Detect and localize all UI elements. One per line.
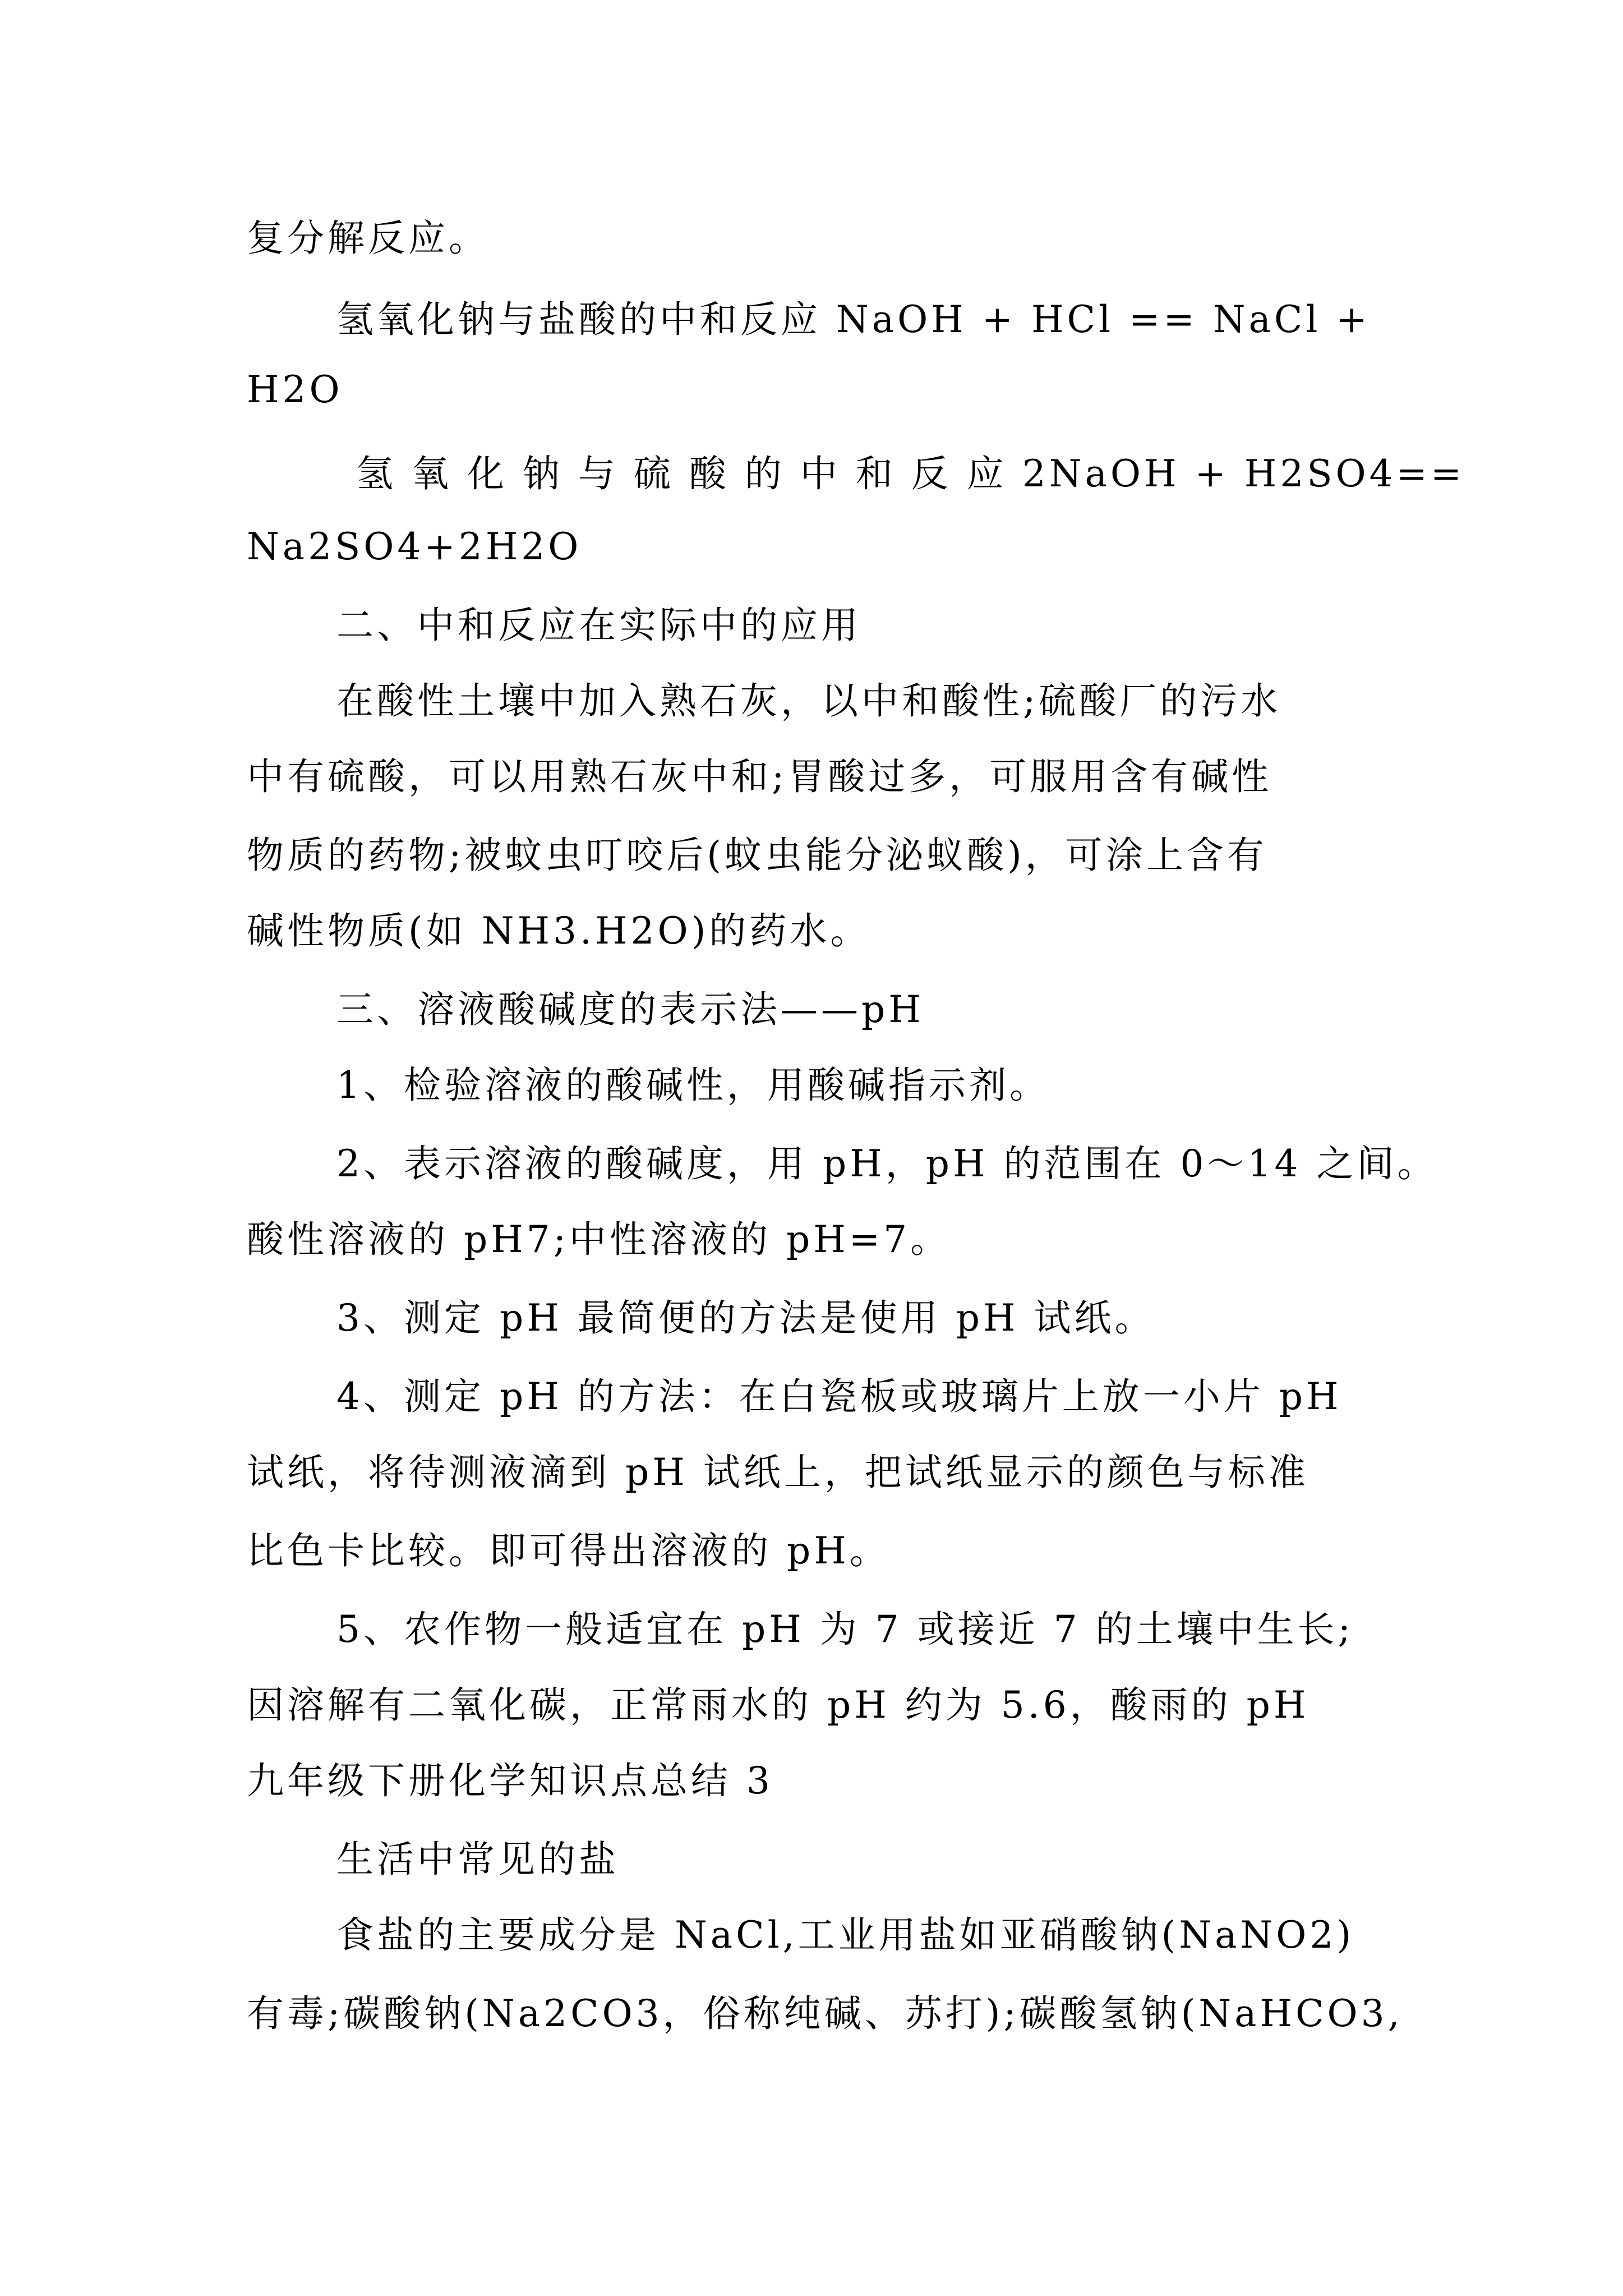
text-line-12: 1、检验溶液的酸碱性，用酸碱指示剂。 — [336, 1064, 1050, 1107]
document-section-title: 九年级下册化学知识点总结 3 — [247, 1759, 773, 1802]
text-line-4: 氢 氧 化 钠 与 硫 酸 的 中 和 反 应 2NaOH + H2SO4== — [356, 452, 1465, 495]
text-line-13: 2、表示溶液的酸碱度，用 pH，pH 的范围在 0～14 之间。 — [336, 1142, 1438, 1185]
text-line-20: 因溶解有二氧化碳，正常雨水的 pH 约为 5.6，酸雨的 pH — [247, 1683, 1310, 1727]
text-line-1: 复分解反应。 — [247, 217, 489, 260]
text-line-18: 比色卡比较。即可得出溶液的 pH。 — [247, 1529, 890, 1572]
text-line-10: 碱性物质(如 NH3.H2O)的药水。 — [247, 909, 871, 953]
text-line-23: 食盐的主要成分是 NaCl,工业用盐如亚硝酸钠(NaNO2) — [336, 1913, 1355, 1957]
section-heading-salt: 生活中常见的盐 — [336, 1838, 619, 1881]
text-line-5: Na2SO4+2H2O — [247, 525, 582, 568]
text-line-2: 氢氧化钠与盐酸的中和反应 NaOH + HCl == NaCl + — [336, 298, 1371, 341]
section-heading-3: 三、溶液酸碱度的表示法——pH — [336, 988, 924, 1031]
text-line-19: 5、农作物一般适宜在 pH 为 7 或接近 7 的土壤中生长; — [336, 1608, 1354, 1651]
text-line-14: 酸性溶液的 pH7;中性溶液的 pH=7。 — [247, 1218, 951, 1261]
text-line-24: 有毒;碳酸钠(Na2CO3，俗称纯碱、苏打);碳酸氢钠(NaHCO3, — [247, 1992, 1403, 2035]
text-line-3: H2O — [247, 368, 343, 411]
text-line-15: 3、测定 pH 最简便的方法是使用 pH 试纸。 — [336, 1296, 1155, 1340]
text-line-16: 4、测定 pH 的方法：在白瓷板或玻璃片上放一小片 pH — [336, 1375, 1342, 1418]
section-heading-2: 二、中和反应在实际中的应用 — [336, 604, 861, 647]
text-line-17: 试纸，将待测液滴到 pH 试纸上，把试纸显示的颜色与标准 — [247, 1451, 1309, 1494]
text-line-8: 中有硫酸，可以用熟石灰中和;胃酸过多，可服用含有碱性 — [247, 755, 1272, 798]
text-line-9: 物质的药物;被蚊虫叮咬后(蚊虫能分泌蚁酸)，可涂上含有 — [247, 834, 1267, 877]
text-line-7: 在酸性土壤中加入熟石灰，以中和酸性;硫酸厂的污水 — [336, 679, 1281, 723]
